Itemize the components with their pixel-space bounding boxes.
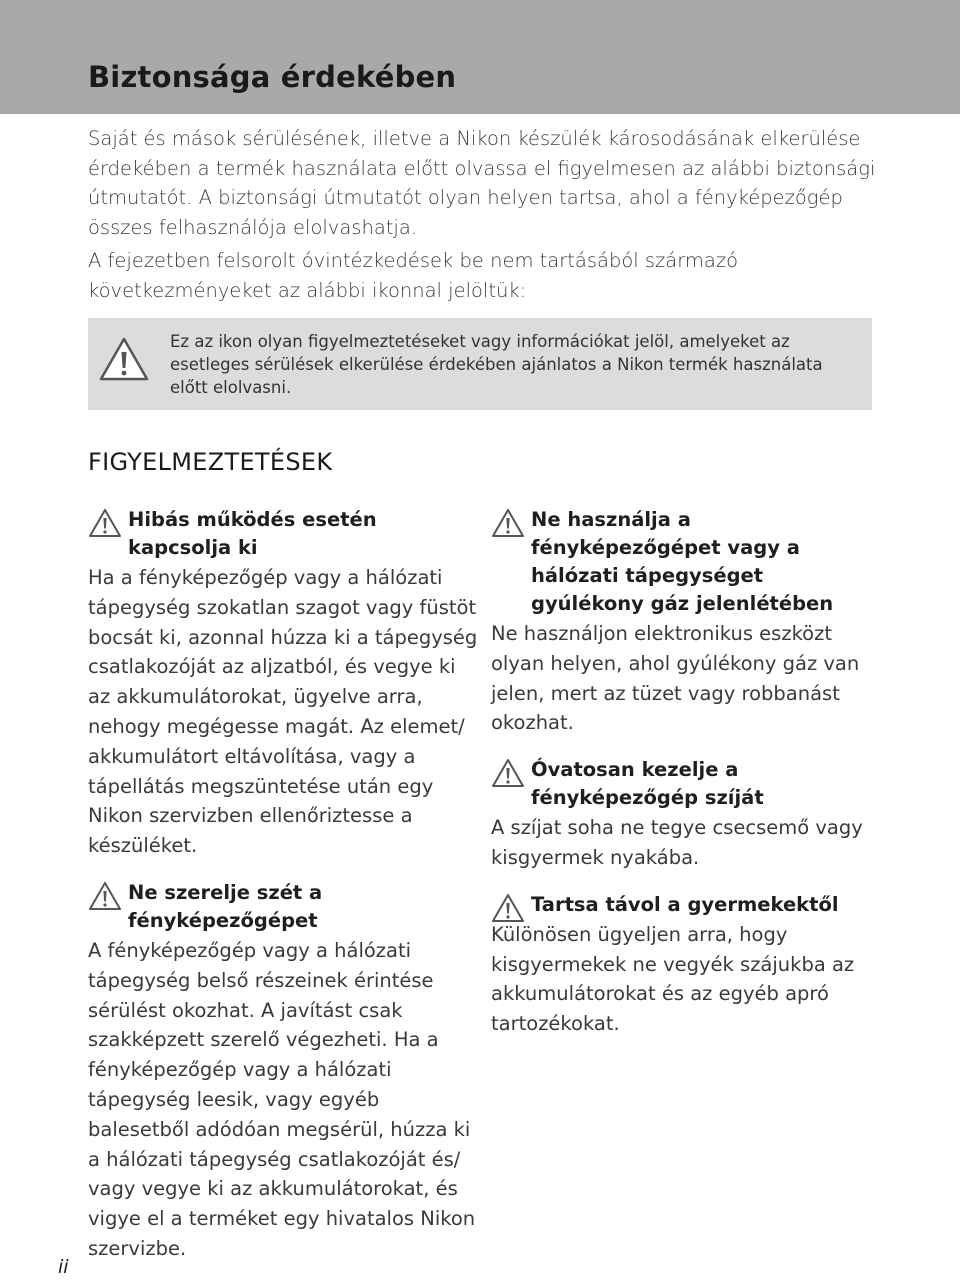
warning-heading <box>491 506 881 618</box>
warning-icon <box>88 881 122 911</box>
warning-item <box>88 879 478 1264</box>
warning-item <box>491 891 881 1039</box>
warning-icon <box>491 508 525 538</box>
warning-item <box>491 756 881 873</box>
notice-text: Ez az ikon olyan figyelmeztetéseket vagy információkat jelöl, amelyeket az esetleges sérülések elkerülése érdekében ajánlatos a Nikon termék használata előtt elolvasni. <box>170 332 823 397</box>
warning-body: Ha a fényképezőgép vagy a hálózati tápegység szokatlan szagot vagy füstöt bocsát ki, azonnal húzza ki a tápegység csatlakozóját az aljzatból, és vegye ki az akkumulátorokat, ügyelve arra, nehogy megégesse magát. Az elemet/ akkumulátort eltávolítása, vagy a tápellátás megszüntetése után egy Nikon szervizben ellenőriztesse a készüléket. <box>88 566 478 858</box>
warning-body: Különösen ügyeljen arra, hogy kisgyermekek ne vegyék szájukba az akkumulátorokat és az egyéb apró tartozékokat. <box>491 922 855 1036</box>
intro-paragraph-1: Saját és mások sérülésének, illetve a Nikon készülék károsodásának elkerülése érdekében a termék használata előtt olvassa el figyelmesen az alábbi biztonsági útmutatót. A biztonsági útmutatót olyan helyen tartsa, ahol a fényképezőgép összes felhasználója elolvashatja. <box>88 127 876 239</box>
intro-paragraph-2: A fejezetben felsorolt óvintézkedések be nem tartásából származó következményeket az alábbi ikonnal jelöltük: <box>88 249 739 302</box>
warning-icon <box>88 508 122 538</box>
intro-text <box>88 124 878 307</box>
header-band <box>0 0 960 114</box>
warning-title: Tartsa távol a gyermekektől <box>531 892 839 916</box>
page-title: Biztonsága érdekében <box>88 60 457 94</box>
warnings-left-column <box>88 506 478 1282</box>
warning-icon <box>491 758 525 788</box>
page-number: ii <box>58 1256 69 1278</box>
warning-heading <box>491 891 881 919</box>
warnings-right-column <box>491 506 881 1057</box>
warning-title: Ne szerelje szét a fényképezőgépet <box>128 880 323 932</box>
warning-icon <box>98 336 150 382</box>
warning-icon <box>491 893 525 923</box>
warning-title: Hibás működés esetén kapcsolja ki <box>128 508 377 559</box>
section-title: FIGYELMEZTETÉSEK <box>88 448 333 476</box>
warning-heading <box>88 879 478 935</box>
warning-item <box>491 506 881 738</box>
warning-item <box>88 506 478 861</box>
warning-body: A szíjat soha ne tegye csecsemő vagy kisgyermek nyakába. <box>491 816 863 869</box>
warning-title: Óvatosan kezelje a fényképezőgép szíját <box>531 758 764 810</box>
warning-heading <box>491 756 881 812</box>
warning-heading <box>88 506 478 562</box>
warning-title: Ne használja a fényképezőgépet vagy a hálózati tápegységet gyúlékony gáz jelenlétében <box>531 508 834 615</box>
notice-box <box>88 318 872 410</box>
warning-body: Ne használjon elektronikus eszközt olyan helyen, ahol gyúlékony gáz van jelen, mert az tüzet vagy robbanást okozhat. <box>491 622 860 735</box>
warning-body: A fényképezőgép vagy a hálózati tápegység belső részeinek érintése sérülést okozhat. A javítást csak szakképzett szerelő végezheti. Ha a fényképezőgép vagy a hálózati tápegység leesik, vagy egyéb balesetből adódóan megsérül, húzza ki a hálózati tápegység csatlakozóját és/ vagy vegye ki az akkumulátorokat, és vigye el a terméket egy hivatalos Nikon szervizbe. <box>88 938 476 1260</box>
